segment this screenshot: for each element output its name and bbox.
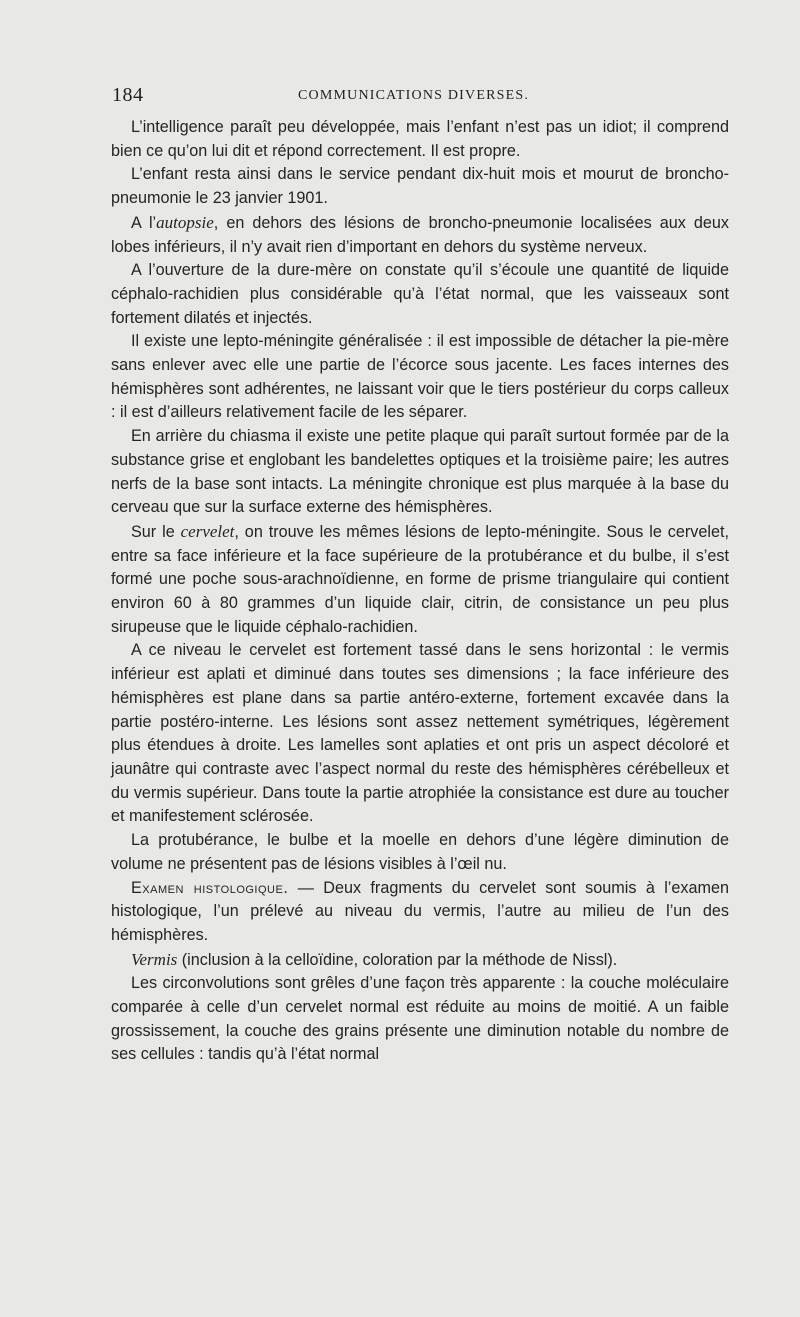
- paragraph: L’intelligence paraît peu développée, mais l’enfant n’est pas un idiot; il comprend bien ce qu’on lui dit et répond correctement. Il est propre.: [111, 118, 729, 160]
- paragraph: A ce niveau le cervelet est fortement tassé dans le sens horizontal : le vermis inférieur est aplati et diminué dans toutes ses dimensions ; la face inférieure des hémisphères est plane dans sa partie antéro-externe, fortement excavée dans la partie postéro-interne. Les lésions sont assez nettement symétriques, légèrement plus étendues à droite. Les lamelles sont aplaties et ont pris un aspect décoloré et jaunâtre qui contraste avec l’aspect normal du reste des hémisphères cérébelleux et du vermis supérieur. Dans toute la partie atrophiée la consistance est dure au toucher et manifestement sclérosée.: [111, 641, 729, 826]
- running-title: COMMUNICATIONS DIVERSES.: [298, 88, 530, 103]
- paragraph: [111, 211, 729, 259]
- paragraph: [111, 520, 729, 640]
- italic-term: Vermis: [131, 949, 178, 969]
- page-header: [112, 84, 732, 112]
- text-run: — Deux fragments du cervelet sont soumis à l’examen histologique, l’un prélevé au niveau du vermis, l’autre au milieu de l’un des hémisphères.: [111, 878, 729, 944]
- text-run: , en dehors des lésions de broncho-pneumonie localisées aux deux lobes inférieurs, il n’y avait rien d’important en dehors du système nerveux.: [111, 213, 729, 256]
- paragraph: Il existe une lepto-méningite généralisée : il est impossible de détacher la pie-mère sans enlever avec elle une partie de l’écorce sous jacente. Les faces internes des hémisphères sont adhérentes, ne laissant voir que le tiers postérieur du corps calleux : il est d’ailleurs relativement facile de les séparer.: [111, 332, 729, 422]
- paragraph: La protubérance, le bulbe et la moelle en dehors d’une légère diminution de volume ne présentent pas de lésions visibles à l’œil nu.: [111, 831, 729, 873]
- paragraph: En arrière du chiasma il existe une petite plaque qui paraît surtout formée par de la substance grise et englobant les bandelettes optiques et la troisième paire; les autres nerfs de la base sont intacts. La méningite chronique est plus marquée à la base du cerveau que sur la surface externe des hémisphères.: [111, 427, 729, 517]
- paragraph: Les circonvolutions sont grêles d’une façon très apparente : la couche moléculaire comparée à celle d’un cervelet normal est réduite au moins de moitié. A un faible grossissement, la couche des grains présente une diminution notable du nombre de ses cellules : tandis qu’à l’état normal: [111, 974, 729, 1064]
- text-run: (inclusion à la celloïdine, coloration par la méthode de Nissl).: [177, 950, 618, 969]
- paragraph: L’enfant resta ainsi dans le service pendant dix-huit mois et mourut de broncho-pneumonie le 23 janvier 1901.: [111, 165, 729, 208]
- body-text: [111, 116, 729, 1067]
- paragraph: A l’ouverture de la dure-mère on constate qu’il s’écoule une quantité de liquide céphalo-rachidien plus considérable qu’à l’état normal, que les vaisseaux sont fortement dilatés et injectés.: [111, 261, 729, 327]
- text-run: Sur le: [131, 522, 181, 541]
- paragraph: [111, 877, 729, 948]
- text-run: A l’: [131, 213, 157, 232]
- section-heading: Examen histologique.: [131, 878, 289, 897]
- text-run: , on trouve les mêmes lésions de lepto-méningite. Sous le cervelet, entre sa face inférieure et la face supérieure de la protubérance et du bulbe, il s’est formé une poche sous-arachnoïdienne, en forme de prisme triangulaire qui contient environ 60 à 80 grammes d’un liquide clair, citrin, de consistance un peu plus sirupeuse que le liquide céphalo-rachidien.: [111, 522, 729, 636]
- paragraph: [111, 948, 729, 973]
- italic-term: cervelet: [180, 521, 235, 541]
- italic-term: autopsie: [156, 212, 214, 232]
- page-number: 184: [112, 84, 144, 106]
